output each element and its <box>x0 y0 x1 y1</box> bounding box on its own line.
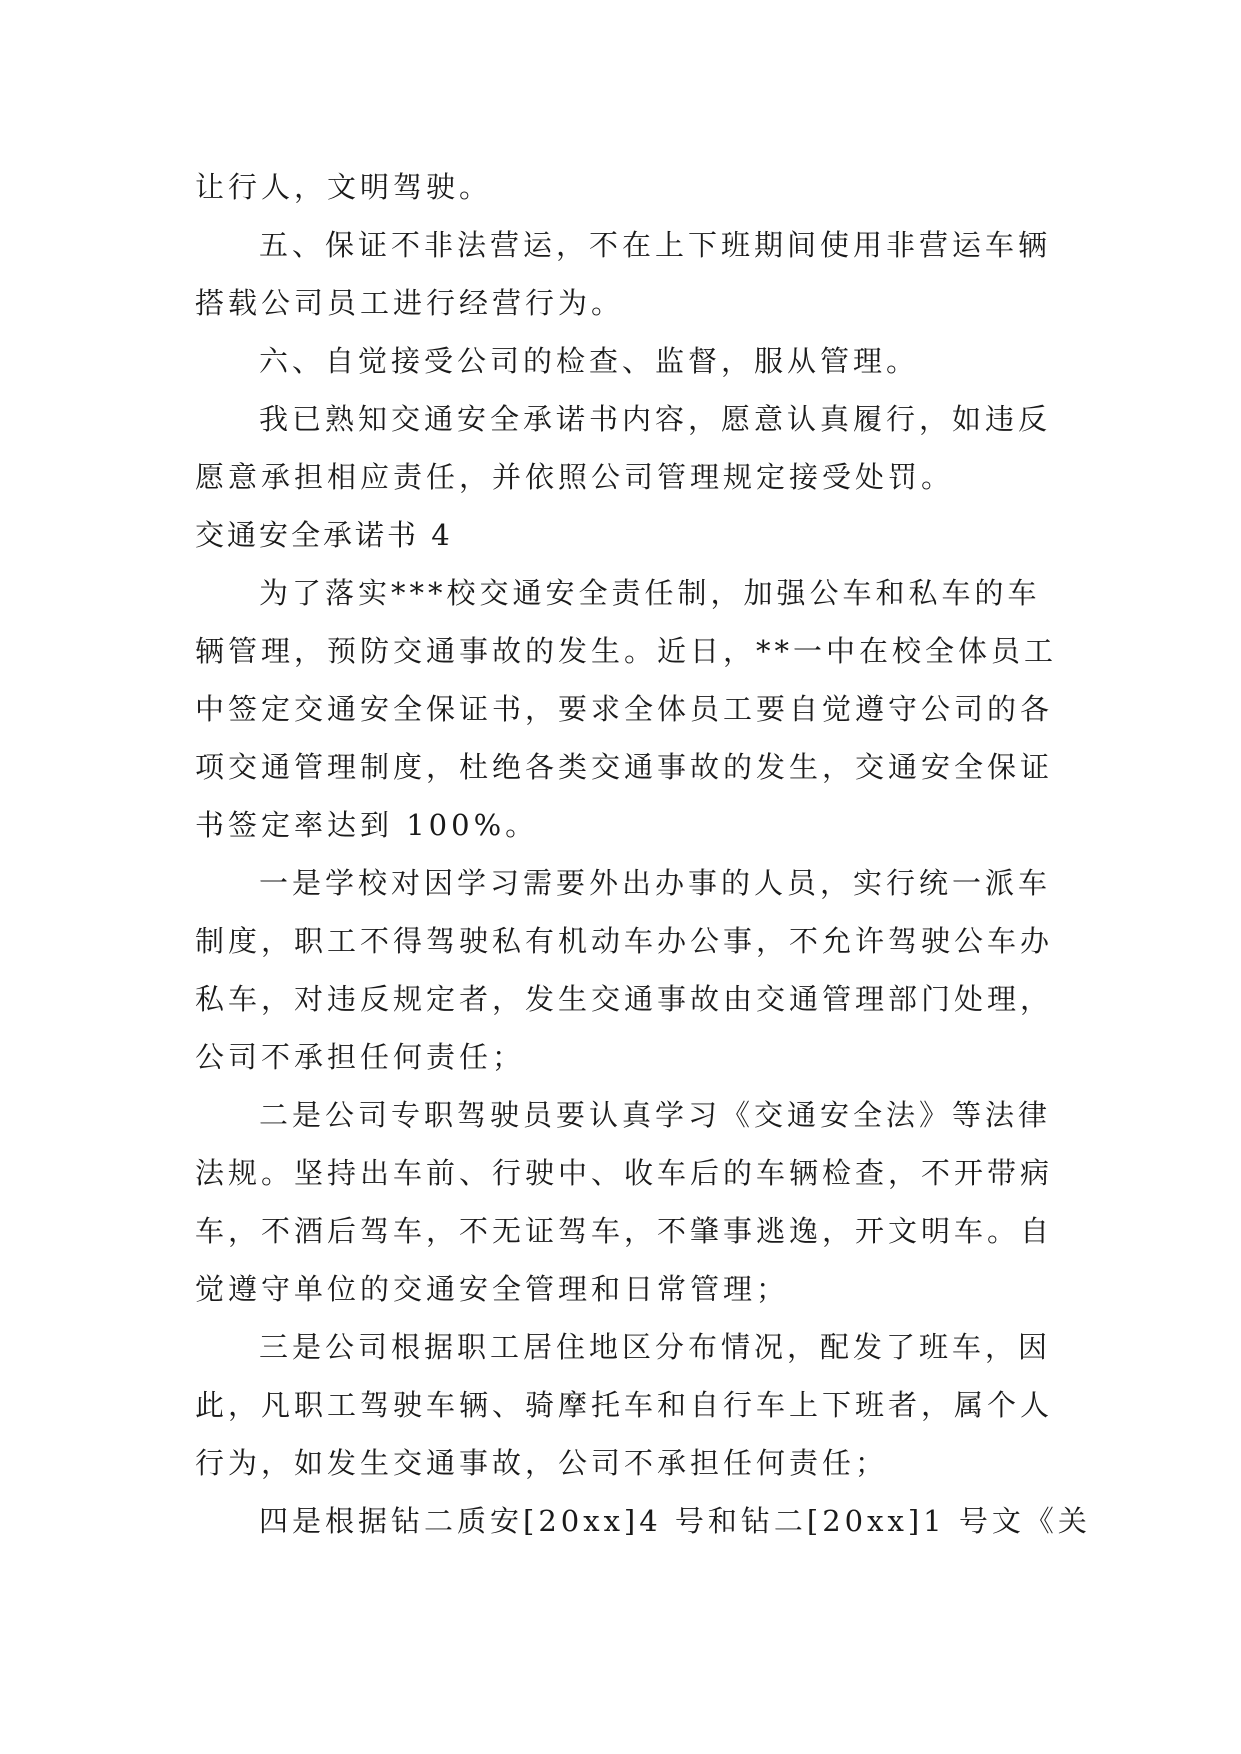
text-line: 二是公司专职驾驶员要认真学习《交通安全法》等法律 <box>259 1098 1052 1132</box>
text-line: 项交通管理制度，杜绝各类交通事故的发生，交通安全保证 <box>195 750 1054 784</box>
text-line: 为了落实***校交通安全责任制，加强公车和私车的车 <box>259 576 1041 610</box>
text-line: 辆管理，预防交通事故的发生。近日，**一中在校全体员工 <box>195 634 1058 668</box>
text-line: 公司不承担任何责任； <box>195 1040 526 1074</box>
text-line: 五、保证不非法营运，不在上下班期间使用非营运车辆 <box>259 228 1052 262</box>
text-line: 四是根据钻二质安[20xx]4 号和钻二[20xx]1 号文《关 <box>259 1504 1091 1538</box>
text-line: 我已熟知交通安全承诺书内容，愿意认真履行，如违反 <box>259 402 1052 436</box>
text-line: 书签定率达到 100%。 <box>195 808 539 842</box>
section-heading: 交通安全承诺书 4 <box>195 518 453 552</box>
text-line: 一是学校对因学习需要外出办事的人员，实行统一派车 <box>259 866 1052 900</box>
text-line: 行为，如发生交通事故，公司不承担任何责任； <box>195 1446 889 1480</box>
text-line: 搭载公司员工进行经营行为。 <box>195 286 625 320</box>
text-line: 三是公司根据职工居住地区分布情况，配发了班车，因 <box>259 1330 1052 1364</box>
text-line: 觉遵守单位的交通安全管理和日常管理； <box>195 1272 790 1306</box>
text-line: 让行人，文明驾驶。 <box>195 170 493 204</box>
text-line: 私车，对违反规定者，发生交通事故由交通管理部门处理， <box>195 982 1054 1016</box>
document-body <box>195 158 1091 1550</box>
text-line: 愿意承担相应责任，并依照公司管理规定接受处罚。 <box>195 460 955 494</box>
text-line: 此，凡职工驾驶车辆、骑摩托车和自行车上下班者，属个人 <box>195 1388 1054 1422</box>
text-line: 制度，职工不得驾驶私有机动车办公事，不允许驾驶公车办 <box>195 924 1054 958</box>
text-line: 车，不酒后驾车，不无证驾车，不肇事逃逸，开文明车。自 <box>195 1214 1054 1248</box>
text-line: 中签定交通安全保证书，要求全体员工要自觉遵守公司的各 <box>195 692 1054 726</box>
text-line: 法规。坚持出车前、行驶中、收车后的车辆检查，不开带病 <box>195 1156 1054 1190</box>
text-line: 六、自觉接受公司的检查、监督，服从管理。 <box>259 344 920 378</box>
